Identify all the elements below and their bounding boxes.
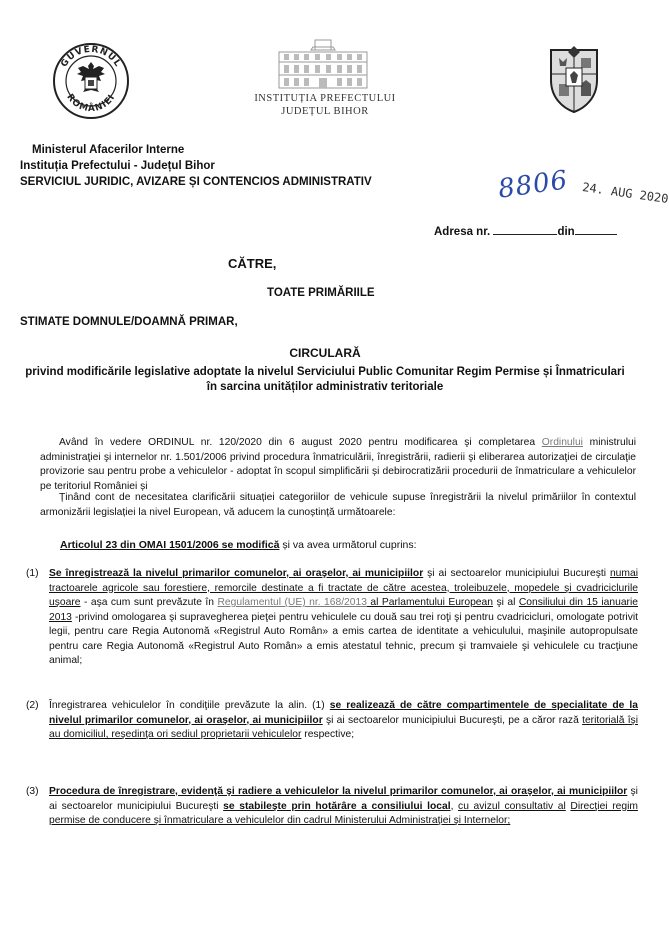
item1-text-2: - aşa cum sunt prevăzute în <box>80 597 218 608</box>
coat-of-arms-logo <box>547 44 601 114</box>
item2-text-2: şi ai sectoarelor municipiului Bucureşti, pe a căror rază <box>322 714 583 726</box>
circular-subtitle <box>10 365 640 395</box>
article-heading-bold: Articolul 23 din OMAI 1501/2006 se modifică <box>60 539 280 551</box>
prefecture-name: Instituția Prefectului - Județul Bihor <box>20 160 215 172</box>
list-item <box>26 567 638 669</box>
circular-subtitle-line-1: privind modificările legislative adoptate la nivelul Serviciului Public Comunitar Regim Permise și Înmatriculari <box>25 366 625 378</box>
government-seal-logo <box>52 42 130 120</box>
salutation: STIMATE DOMNULE/DOAMNĂ PRIMAR, <box>20 316 238 328</box>
item3-text-2: , <box>450 800 459 812</box>
department-name: SERVICIUL JURIDIC, AVIZARE ȘI CONTENCIOS ADMINISTRATIV <box>20 176 372 188</box>
article-heading-rest: și va avea următorul cuprins: <box>279 539 417 551</box>
item3-underlined-1: cu avizul consultativ al <box>458 800 566 812</box>
item3-bold-text-2: se stabileşte prin hotărâre a consiliului local <box>223 800 451 812</box>
list-item-text <box>49 785 638 829</box>
ministry-name: Ministerul Afacerilor Interne <box>32 144 185 156</box>
item1-text-4: -privind omologarea şi supravegherea pieţei pentru vehiculele cu două sau trei roţi şi pentru cvadricicluri, omologate potrivit legii, pentru care Regia Autonomă «Registrul Auto Român» a emis cartea de identitate a vehiculului, maşinile autopropulsate pentru care Regia Autonomă «Registrul Auto Român» a emis atestatul tehnic, precum şi tramvaiele şi vehiculele cu tracţiune animal; <box>49 611 638 666</box>
list-item-number: (3) <box>26 786 39 797</box>
address-nr-blank <box>493 224 557 235</box>
item1-bold-text: Se înregistrează la nivelul primarilor comunelor, ai oraşelor, ai municipiilor <box>49 568 424 579</box>
list-item-text <box>49 567 638 669</box>
date-stamp: 24. AUG 2020 <box>581 180 669 206</box>
address-din-label: din <box>557 226 575 238</box>
item1-underlined-1: numai tractoarele agricole sau forestiere, remorcile destinate a fi tractate de către acestea, troleibuzele, mopedele şi cvadriciclurile uşoare <box>49 568 638 608</box>
catre-heading: CĂTRE, <box>228 256 277 271</box>
regulation-link[interactable]: Regulamentul (UE) nr. 168/2013 <box>217 597 367 608</box>
item3-bold-text-1: Procedura de înregistrare, evidenţă şi radiere a vehiculelor la nivelul primarilor comunelor, ai oraşelor, ai municipiilor <box>49 786 628 797</box>
circular-title: CIRCULARĂ <box>289 346 361 360</box>
item2-text-1: Înregistrarea vehiculelor în condiţiile prevăzute la alin. (1) <box>49 700 330 711</box>
list-item-number: (1) <box>26 568 39 579</box>
institution-line-1: INSTITUȚIA PREFECTULUI <box>254 93 396 104</box>
handwritten-registration-number: 8806 <box>496 165 570 205</box>
item3-underlined-2: Direcţiei regim permise de conducere şi înmatriculare a vehiculelor din cadrul Ministerului Administraţiei şi Internelor; <box>49 800 638 826</box>
article-heading <box>60 539 417 551</box>
item3-text-1: şi ai sectoarelor municipiului Bucureşti <box>49 786 638 812</box>
item1-text-3: şi al <box>493 597 519 608</box>
address-nr-label: Adresa nr. <box>434 226 491 238</box>
item2-underlined-1: teritorială îşi au domiciliul, reşedinţa ori sediul proprietarii vehiculelor <box>49 714 638 740</box>
list-item <box>26 699 638 743</box>
list-item-number: (2) <box>26 700 39 711</box>
item1-underlined-3: Consiliului din 15 ianuarie 2013 <box>49 597 638 623</box>
institution-name <box>240 92 410 118</box>
paragraph-context-text: Ținând cont de necesitatea clarificării situației categoriilor de vehicule supuse înregistrării la nivelul primăriilor în contextul armonizării legislației la nivel European, vă aducem la cunoștință următoarele: <box>40 492 636 518</box>
address-line <box>434 224 617 238</box>
address-date-blank <box>575 224 617 235</box>
circular-subtitle-line-2: în sarcina unităților administrativ teritoriale <box>206 381 444 393</box>
recipient-line: TOATE PRIMĂRIILE <box>267 287 375 299</box>
svg-text:ROMÂNIEI <box>64 92 117 114</box>
paragraph-intro-text-b: ministrului administraţiei şi internelor nr. 1.501/2006 privind procedura înmatriculării, înregistrării, radierii şi eliberarea autorizaţiei de circulaţie provizorie sau pentru probe a vehiculelor - adoptat în scopul simplificării și debirocratizării procedurii de înmatriculare a vehiculelor pe teritoriul României și <box>40 437 636 492</box>
seal-text-bottom: ROMÂNIEI <box>64 92 118 115</box>
paragraph-context <box>40 491 636 520</box>
item1-text-1: şi ai sectoarelor municipiului Bucureşti <box>423 568 610 579</box>
sender-block <box>20 142 372 190</box>
item2-bold-text: se realizează de către compartimentele de specialitate de la nivelul primarilor comunelor, ai oraşelor, ai municipiilor <box>49 700 638 726</box>
list-item-text <box>49 699 638 743</box>
ordinului-link[interactable]: Ordinului <box>541 437 583 448</box>
paragraph-intro <box>40 436 636 494</box>
item2-text-3: respective; <box>301 729 355 740</box>
list-item <box>26 785 638 829</box>
institution-line-2: JUDEȚUL BIHOR <box>281 106 369 117</box>
paragraph-intro-text-a: Având în vedere ORDINUL nr. 120/2020 din 6 august 2020 pentru modificarea şi completarea <box>59 437 542 448</box>
seal-text-top: GUVERNUL <box>59 44 123 70</box>
prefecture-building-logo <box>275 38 371 90</box>
item1-underlined-2: al Parlamentului European <box>366 597 493 608</box>
